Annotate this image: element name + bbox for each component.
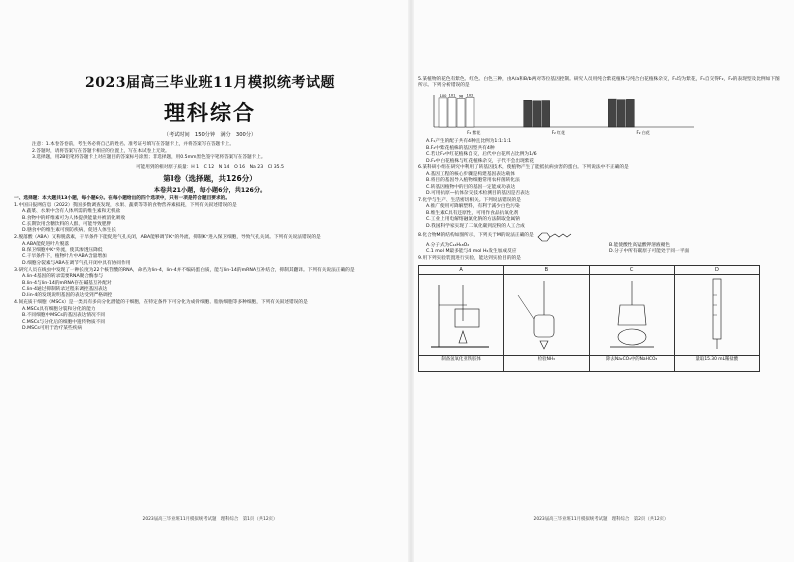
question-option: B.将目的基因导入植物细胞常用农杆菌转化法 bbox=[426, 178, 520, 184]
question-option: D.可用抗原—抗体杂交技术检测目的基因是否表达 bbox=[426, 191, 530, 197]
exam-notes bbox=[32, 142, 400, 162]
molecule-structure-icon bbox=[534, 231, 576, 243]
bar-value-label: 100 bbox=[439, 94, 447, 99]
apparatus-caption: 检验NH₃ bbox=[504, 355, 588, 371]
chart-bar bbox=[466, 98, 474, 128]
question-7 bbox=[418, 198, 784, 230]
apparatus-caption: 制备氢氧化亚铁胶体 bbox=[419, 355, 503, 371]
note-line: 3.选择题，用2B铅笔将答题卡上对应题目的答案标号涂黑；非选择题，用0.5mm黑色签字笔将答案写在答题卡上。 bbox=[32, 155, 266, 161]
burette-icon bbox=[675, 275, 759, 355]
part-one-heading: 第Ⅰ卷（选择题，共126分） bbox=[163, 173, 257, 183]
apparatus-caption: 除去Na₂CO₃中的NaHCO₃ bbox=[590, 355, 674, 371]
apparatus-b bbox=[504, 266, 589, 371]
question-option: D.膳食中的维生素可预防疾病，促进人体生长 bbox=[22, 228, 117, 234]
question-option: B.保卫细胞中K⁺外流，使其渗透压降低 bbox=[22, 248, 103, 254]
question-4 bbox=[14, 300, 406, 332]
question-1 bbox=[14, 203, 406, 235]
question-option: C.干旱条件下，植物叶片中ABA含量增加 bbox=[22, 254, 107, 260]
question-option: A.蔬菜、水果中含有人体所需的维生素和无机盐 bbox=[22, 209, 121, 215]
page-footer-right: 2023届高三毕业班11月模拟统考试题 理科综合 第2页（共12页） bbox=[533, 517, 669, 522]
question-option: C.长期饮用含糖饮料的人群，可能导致肥胖 bbox=[22, 221, 112, 227]
question-stem: 7.化学与生产、生活密切相关。下列说法错误的是 bbox=[418, 197, 521, 203]
chart-bar bbox=[457, 99, 465, 128]
question-option: D.MSCs可用于治疗某些疾病 bbox=[22, 325, 83, 331]
question-9 bbox=[418, 256, 784, 372]
part-one-subheading: 本卷共21小题，每小题6分，共126分。 bbox=[153, 186, 267, 194]
chart-bar bbox=[533, 101, 541, 127]
question-option: B.维生素C具有还原性，可用作食品抗氧化剂 bbox=[426, 210, 519, 216]
question-8 bbox=[418, 231, 784, 256]
question-stem: 3.研究人员在线虫中发现了一种长度为22个核苷酸的RNA，命名为lin-4，lin-4并不编码蛋白质，能与lin-14的mRNA互补结合，抑制其翻译。下列有关说法正确的是 bbox=[14, 267, 355, 273]
bar-value-label: 98 bbox=[458, 94, 464, 99]
apparatus-d bbox=[675, 266, 759, 371]
atomic-masses: 可能用到的相对原子质量：H 1 C 12 N 14 O 16 Na 23 Cl 35.5 bbox=[136, 164, 284, 170]
question-stem-row bbox=[418, 231, 784, 243]
category-tick-label: F₂ 红花 bbox=[551, 130, 566, 136]
question-stem: 2.脱落酸（ABA）又称脱落素，干旱条件下能促进气孔关闭，ABA能够调节K⁺的外流，抑制K⁺进入保卫细胞，导致气孔关闭。下列有关说法错误的是 bbox=[14, 235, 321, 241]
question-option: A.F₁产生的配子共有4种且比例为1:1:1:1 bbox=[426, 139, 512, 145]
question-stem: 1.中国日报网信息（2022）我国多数调查发现，水果、蔬菜等等的食物营养素损耗，下列有关叙述错误的是 bbox=[14, 202, 237, 208]
chart-bar bbox=[608, 99, 616, 127]
question-option: D.F₂中白花植株与红花植株杂交，子代不会出现紫花 bbox=[426, 158, 535, 164]
question-option: A.分子式为C₁₄H₁₈O₂ bbox=[426, 242, 470, 248]
apparatus-label: B bbox=[504, 266, 588, 275]
question-option: A.lin-4基因的转录需要RNA聚合酶参与 bbox=[22, 274, 104, 280]
apparatus-caption: 量取15.30 mL稀盐酸 bbox=[675, 355, 759, 371]
note-line: 2.答题时，请将答案写在答题卡相应的位置上，写在本试卷上无效。 bbox=[32, 148, 170, 154]
phenotype-bar-chart bbox=[418, 91, 698, 135]
question-5 bbox=[418, 77, 784, 165]
apparatus-drawing bbox=[675, 275, 759, 355]
question-stem: 4.间充质干细胞（MSCs）是一类具有多向分化潜能的干细胞，在特定条件下可分化为成骨细胞、脂肪细胞等多种细胞，下列有关叙述错误的是 bbox=[14, 300, 308, 306]
question-option: D.分子中所有碳原子可能处于同一平面 bbox=[609, 248, 690, 254]
apparatus-drawing bbox=[419, 275, 503, 355]
chart-bar bbox=[448, 98, 456, 127]
question-option: B.不同细胞中MSCs的基因表达情况不同 bbox=[22, 313, 106, 319]
top-margin bbox=[418, 0, 784, 76]
apparatus-c bbox=[590, 266, 675, 371]
question-option: B.lin-4与lin-14的mRNA存在碱基互补配对 bbox=[22, 280, 112, 286]
question-option: B.F₂中紫花植株的基因型共有4种 bbox=[426, 145, 495, 151]
question-option: A.ABA能促进叶片脱落 bbox=[22, 241, 70, 247]
chart-bar bbox=[626, 100, 634, 128]
note-line: 注意：1.本卷答卷前，考生务必将自己的姓名、准考证号填写在答题卡上，并将答案写在答题卡上。 bbox=[32, 142, 234, 147]
bar-value-label: 101 bbox=[448, 93, 456, 98]
subject-title: 理科综合 bbox=[164, 100, 256, 125]
question-option: A.推广使用可降解塑料，有利于减少白色污染 bbox=[426, 204, 520, 210]
right-page bbox=[418, 0, 784, 562]
section-instructions: 一、选择题：本大题共13小题，每小题6分。在每小题给出的四个选项中，只有一项是符合题目要求的。 bbox=[14, 195, 231, 201]
question-option: C.lin-4通过抑制转录过程来调控基因表达 bbox=[22, 286, 108, 292]
apparatus-label: C bbox=[590, 266, 674, 275]
apparatus-table bbox=[418, 265, 760, 372]
chart-bar bbox=[439, 98, 447, 127]
exam-meta: （考试时间 150分钟 满分 300分） bbox=[163, 132, 257, 138]
question-stem: 6.某科研小组在研究中利用了转基因技术，使植物产生了能抵抗病虫害的蛋白。下列说法中不正确的是 bbox=[418, 165, 629, 171]
question-option: D.lin-4的发现说明基因的表达受到严格调控 bbox=[22, 293, 113, 299]
apparatus-drawing bbox=[504, 275, 588, 355]
question-option: D.细胞分裂素与ABA在调节气孔开闭中具有协同作用 bbox=[22, 260, 131, 266]
question-option: C.工业上用电解熔融氯化钠的方法制取金属钠 bbox=[426, 217, 520, 223]
chart-bar bbox=[617, 100, 625, 127]
burner-stand-icon bbox=[419, 275, 503, 355]
page-footer-left: 2023届高三毕业班11月模拟统考试题 理科综合 第1页（共12页） bbox=[142, 517, 278, 522]
question-3 bbox=[14, 268, 406, 300]
flask-icon bbox=[590, 275, 674, 355]
question-option: B.食物中的纤维素可为人体提供能量并被消化吸收 bbox=[22, 215, 126, 221]
question-option: C.转基因植物中的目的基因一定能成功表达 bbox=[426, 184, 516, 190]
question-option: C.MSCs与分化后的细胞中遗传物质不同 bbox=[22, 319, 106, 325]
question-option: B.能使酸性高锰酸钾溶液褪色 bbox=[609, 242, 670, 248]
page-gutter bbox=[408, 0, 414, 562]
bar-value-label: 102 bbox=[466, 93, 474, 98]
question-option: C.若让F₂中红花植株自交，后代中白花所占比例为1/6 bbox=[426, 152, 537, 158]
question-6 bbox=[418, 165, 784, 197]
question-option: C.1 mol M最多能与4 mol H₂发生加成反应 bbox=[426, 248, 517, 254]
question-option: A.MSCs具有细胞分裂和分化的能力 bbox=[22, 306, 96, 312]
category-tick-label: F₂ 紫花 bbox=[467, 130, 481, 136]
question-stem: 5.某植物的花色有紫色、红色、白色三种，由A/a和B/b两对等位基因控制。研究人员用纯合紫花植株与纯合白花植株杂交，F₁均为紫花，F₁自交得F₂，F₂的表现型及比例如下图所示。下列分析错误的是 bbox=[418, 76, 780, 88]
question-2 bbox=[14, 235, 406, 267]
apparatus-label: D bbox=[675, 266, 759, 275]
apparatus-a bbox=[419, 266, 504, 371]
question-option: D.我国科学家实现了二氧化碳到淀粉的人工合成 bbox=[426, 223, 525, 229]
question-option: A.基因工程的核心步骤是构建基因表达载体 bbox=[426, 171, 515, 177]
chart-bar bbox=[524, 101, 532, 128]
chart-bar bbox=[542, 101, 550, 127]
apparatus-drawing bbox=[590, 275, 674, 355]
question-stem: 8.化合物M的结构如图所示，下列关于M的说法正确的是 bbox=[418, 233, 534, 239]
test-tube-icon bbox=[504, 275, 588, 355]
question-stem: 9.用下列实验装置进行实验，能达到实验目的的是 bbox=[418, 255, 521, 261]
exam-title: 2023届高三毕业班11月模拟统考试题 bbox=[85, 75, 335, 91]
category-tick-label: F₂ 白花 bbox=[636, 130, 650, 136]
phenotype-chart bbox=[418, 91, 784, 139]
left-page bbox=[14, 0, 406, 562]
apparatus-label: A bbox=[419, 266, 503, 275]
option-row bbox=[418, 249, 784, 255]
